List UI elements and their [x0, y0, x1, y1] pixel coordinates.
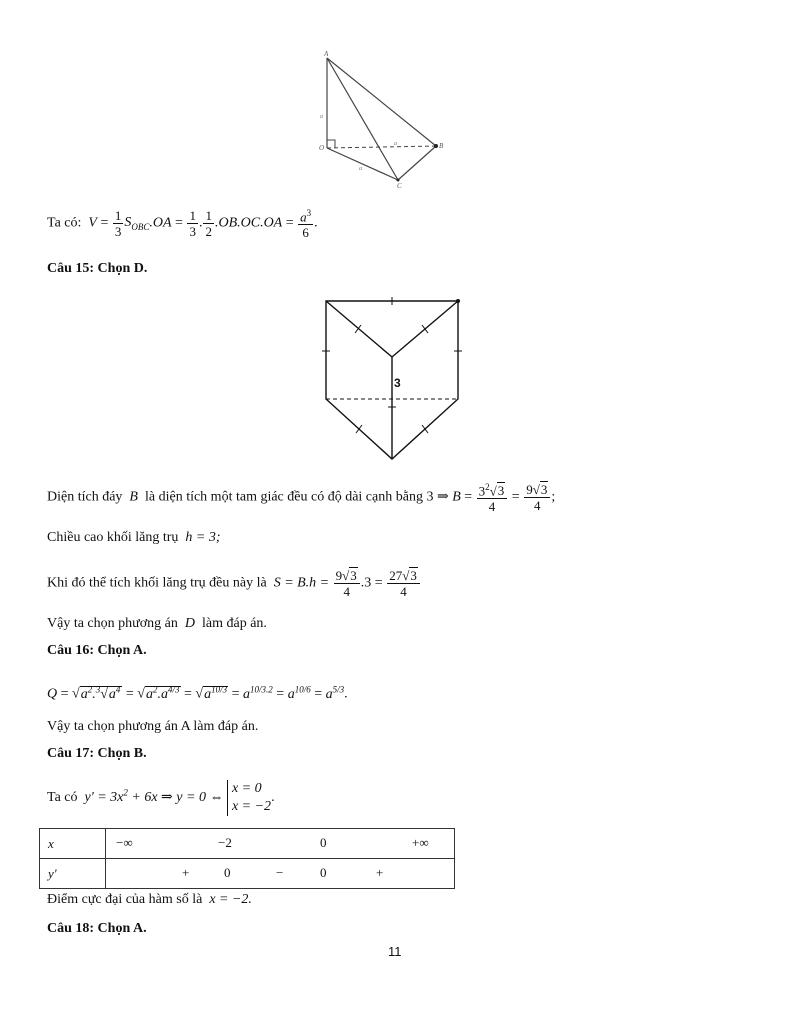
edge-OA: a [320, 114, 323, 120]
table-row-x-head: x [40, 829, 106, 859]
sign-table: x −∞ −2 0 +∞ y' + 0 − 0 + [39, 828, 455, 889]
question-16-title: Câu 16: Chọn A. [47, 643, 147, 658]
height-line: Chiều cao khối lăng trụ h = 3; [47, 530, 221, 545]
question-17-title: Câu 17: Chọn B. [47, 746, 147, 761]
maximum-point-line: Điểm cực đại của hàm số là x = −2. [47, 892, 252, 907]
question-15-title: Câu 15: Chọn D. [47, 261, 148, 276]
q-formula-line: $Q = √a^2.^3√a^4 = √a^2.a^{4/3} = √a^{10/3} = a^{10/3.2} = a^{10/6} = a^{5/3}$. [47, 684, 348, 702]
page-number: 11 [388, 944, 402, 959]
label-C: C [397, 182, 402, 188]
label-A: A [324, 50, 329, 58]
prism-height-label: 3 [394, 376, 401, 390]
prism-figure [318, 295, 466, 465]
edge-OB: a [394, 141, 397, 147]
base-area-line: Diện tích đáy B là diện tích một tam giác đều có độ dài cạnh bằng 3 ⇒ B = $\frac{3^2√3}{4}$ = $\frac{9√3}{4}$ ; [47, 481, 556, 515]
table-row-yprime-head: y' [40, 859, 106, 889]
label-O: O [319, 144, 325, 152]
answer-15-line: Vậy ta chọn phương án D làm đáp án. [47, 616, 267, 631]
question-18-title: Câu 18: Chọn A. [47, 921, 147, 936]
tetrahedron-figure [310, 48, 450, 188]
derivative-line: Ta có $y' = 3x^2 + 6x$ ⇒ y = 0 ⇔ x = 0 x = −2 . [47, 781, 275, 814]
label-B: B [439, 142, 444, 150]
volume-result-line: Khi đó thể tích khối lăng trụ đều này là S = B.h = $\frac{9√3}{4}$ .3 = $\frac{27√3}{4}$ [47, 568, 421, 599]
answer-16-line: Vậy ta chọn phương án A làm đáp án. [47, 719, 259, 734]
volume-formula-line: Ta có: V = $\frac{1}{3}$ $S_{OBC}.OA$ = $\frac{1}{3}$ . $\frac{1}{2}$ .OB.OC.OA = $\frac{a^3}{6}$ . [47, 207, 318, 241]
edge-OC: a [359, 166, 362, 172]
